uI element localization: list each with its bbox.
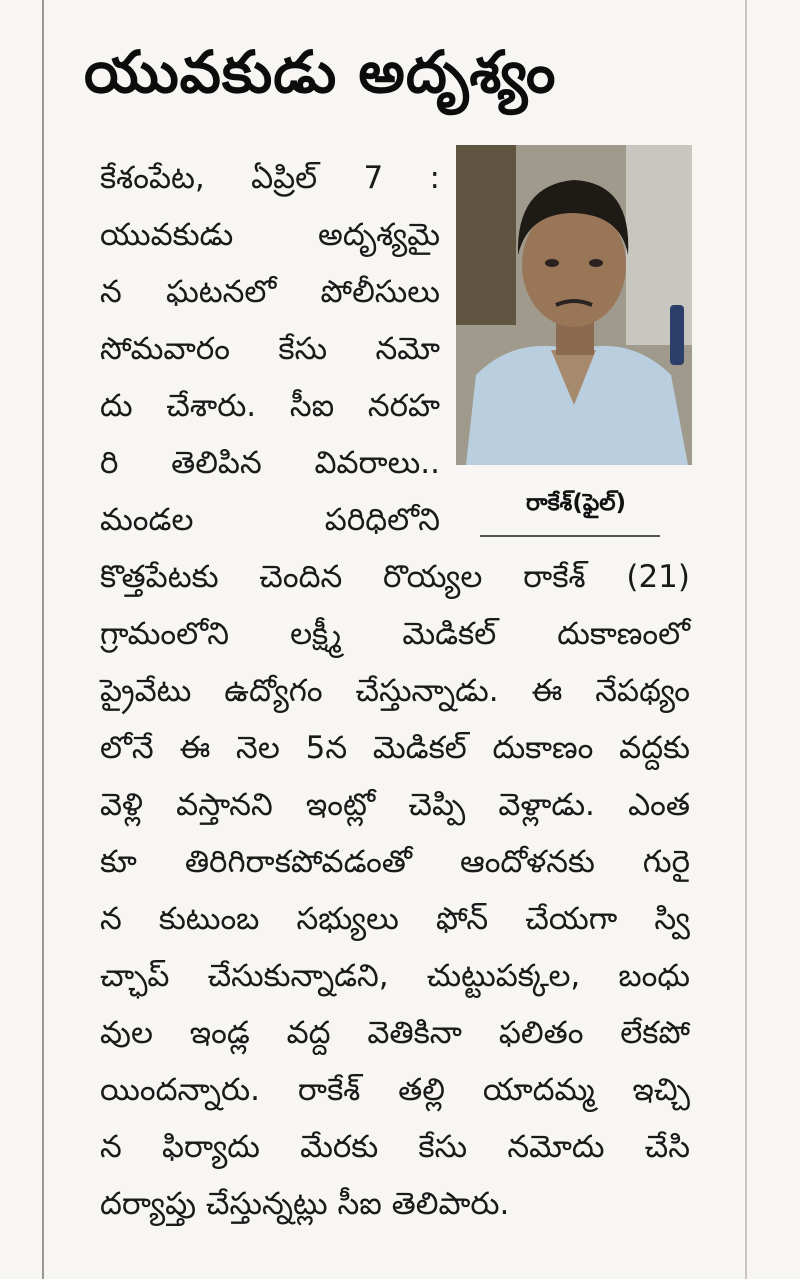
portrait-illustration [456, 145, 692, 465]
text-line: న కుటుంబ సభ్యులు ఫోన్ చేయగా స్వి [100, 901, 690, 937]
intro-text [100, 150, 440, 549]
text-line: న ఫిర్యాదు మేరకు కేసు నమోదు చేసి [100, 1129, 690, 1165]
text-line: దర్యాప్తు చేస్తున్నట్లు సీఐ తెలిపారు. [100, 1186, 510, 1222]
text-line: యిందన్నారు. రాకేశ్ తల్లి యాదమ్మ ఇచ్చి [100, 1072, 690, 1108]
text-line: ప్రైవేటు ఉద్యోగం చేస్తున్నాడు. ఈ నేపథ్యం [100, 673, 690, 709]
left-column-rule [42, 0, 44, 1279]
text-line: దు చేశారు. సీఐ నరహ [100, 388, 440, 424]
article-body [100, 549, 690, 1233]
headline: యువకుడు అదృశ్యం [84, 38, 557, 106]
text-line: చ్ఛాప్ చేసుకున్నాడని, చుట్టుపక్కల, బంధు [100, 958, 690, 994]
text-line: మండల పరిధిలోని [100, 502, 440, 538]
text-line: కూ తిరిగిరాకపోవడంతో ఆందోళనకు గురై [100, 844, 690, 880]
text-line: కొత్తపేటకు చెందిన రొయ్యల రాకేశ్ (21) [100, 559, 690, 595]
photo-caption: రాకేశ్(ఫైల్) [525, 490, 627, 516]
text-line: లోనే ఈ నెల 5న మెడికల్ దుకాణం వద్దకు [100, 730, 690, 766]
text-line: వుల ఇండ్ల వద్ద వెతికినా ఫలితం లేకపో [100, 1015, 690, 1051]
text-line: న ఘటనలో పోలీసులు [100, 274, 440, 310]
right-column-rule [745, 0, 747, 1279]
text-line: యువకుడు అదృశ్యమై [100, 217, 440, 253]
text-line: సోమవారం కేసు నమో [100, 331, 440, 367]
text-line: కేశంపేట, ఏప్రిల్ 7 : [100, 160, 440, 196]
text-line: వెళ్లి వస్తానని ఇంట్లో చెప్పి వెళ్లాడు. ఎంత [100, 787, 690, 823]
portrait-photo [456, 145, 692, 465]
text-line: రి తెలిపిన వివరాలు.. [100, 445, 440, 481]
caption-rule [480, 535, 660, 537]
text-line: గ్రామంలోని లక్ష్మీ మెడికల్ దుకాణంలో [100, 616, 690, 652]
